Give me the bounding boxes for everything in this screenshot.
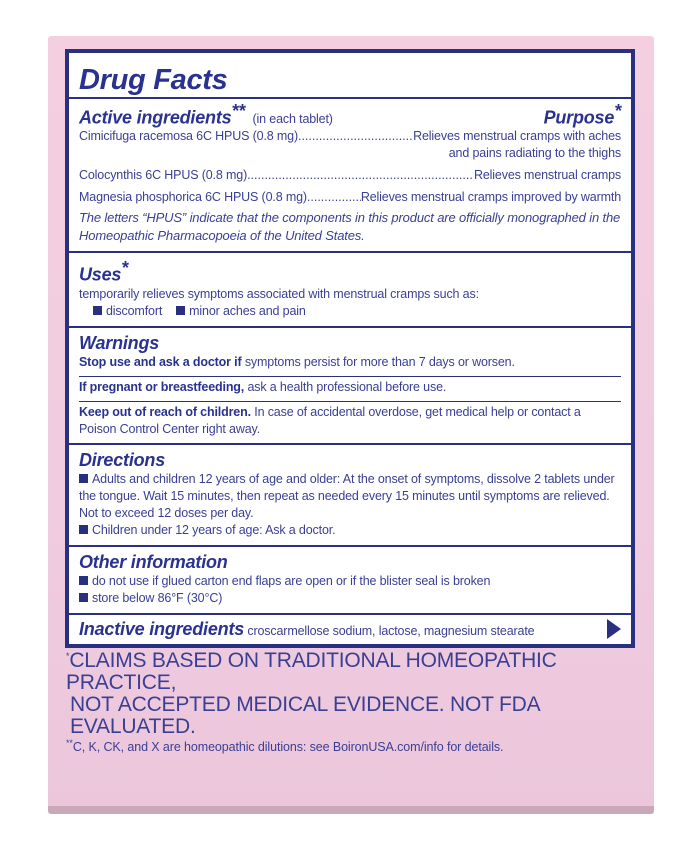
list-item [176, 303, 306, 320]
active-ingredients-section [69, 99, 631, 253]
bullet-square-icon [79, 593, 88, 602]
list-item [79, 590, 621, 607]
purpose-heading: Purpose [543, 107, 615, 128]
ingredient-row [79, 189, 621, 206]
uses-mark: * [121, 258, 129, 279]
other-information-heading: Other information [79, 551, 228, 572]
claims-line-1-text: CLAIMS BASED ON TRADITIONAL HOMEOPATHIC PRACTICE, [66, 649, 557, 694]
bullet-square-icon [176, 306, 185, 315]
bullet-square-icon [79, 576, 88, 585]
uses-text: temporarily relieves symptoms associated with menstrual cramps such as: [79, 286, 479, 301]
ingredient-purpose: Relieves menstrual cramps [474, 168, 621, 183]
warnings-heading: Warnings [79, 332, 160, 353]
warning-pregnant-text: ask a health professional before use. [244, 379, 447, 394]
drug-facts-title-section [69, 53, 631, 99]
warning-stop-use-text: symptoms persist for more than 7 days or worsen. [241, 354, 515, 369]
claims-line-2: NOT ACCEPTED MEDICAL EVIDENCE. NOT FDA EVALUATED. [70, 693, 540, 738]
directions-item: Children under 12 years of age: Ask a doctor. [92, 522, 336, 537]
leader-dots [247, 167, 474, 184]
uses-bullet: discomfort [106, 303, 163, 318]
carton-edge [48, 806, 654, 814]
drug-facts-title: Drug Facts [79, 64, 228, 96]
dilution-note-text: C, K, CK, and X are homeopathic dilutions: see BoironUSA.com/info for details. [72, 740, 504, 754]
bullet-square-icon [79, 474, 88, 483]
other-information-item: store below 86°F (30°C) [92, 590, 223, 605]
ingredient-purpose: Relieves menstrual cramps with aches [413, 129, 621, 144]
ingredient-name: Colocynthis 6C HPUS (0.8 mg) [79, 168, 248, 183]
purpose-mark: * [614, 101, 621, 121]
warning-children [79, 401, 621, 438]
continue-arrow-icon [607, 619, 621, 639]
list-item [93, 303, 162, 320]
ingredient-row [79, 128, 621, 145]
warning-stop-use-bold: Stop use and ask a doctor if [79, 354, 242, 369]
active-ingredients-mark: ** [231, 101, 246, 121]
uses-bullet: minor aches and pain [189, 303, 306, 318]
bullet-square-icon [79, 525, 88, 534]
uses-section [69, 253, 631, 327]
ingredient-row [79, 167, 621, 184]
list-item [79, 471, 621, 522]
leader-dots [307, 189, 361, 206]
inactive-ingredients-heading: Inactive ingredients [79, 618, 245, 639]
warning-pregnant-bold: If pregnant or breastfeeding, [79, 379, 245, 394]
warning-stop-use [79, 354, 621, 373]
active-ingredients-header [79, 99, 621, 128]
other-information-item: do not use if glued carton end flaps are open or if the blister seal is broken [92, 573, 491, 588]
claims-mark: * [66, 651, 70, 661]
active-ingredients-heading: Active ingredients [79, 107, 232, 128]
ingredient-name: Cimicifuga racemosa 6C HPUS (0.8 mg) [79, 129, 298, 144]
warning-children-text: In case of accidental overdose, get medical help or contact a Poison Control Center right away. [79, 404, 581, 436]
claims-block [66, 650, 636, 756]
uses-heading: Uses [79, 264, 122, 285]
other-information-section [69, 547, 631, 615]
leader-dots [298, 128, 413, 145]
drug-facts-panel [65, 49, 635, 648]
list-item [79, 522, 621, 539]
active-ingredients-subheading: (in each tablet) [252, 112, 333, 127]
hpus-note: The letters “HPUS” indicate that the components in this product are officially monographed in the Homeopathic Pharmacopoeia of the United States. [79, 210, 621, 244]
bullet-square-icon [93, 306, 102, 315]
directions-item: Adults and children 12 years of age and older: At the onset of symptoms, dissolve 2 tablets under the tongue. Wait 15 minutes, then repeat as needed every 15 minutes until symptoms are relieved. Not to exceed 12 doses per day. [79, 471, 615, 520]
warning-pregnant [79, 376, 621, 398]
inactive-ingredients-text: croscarmellose sodium, lactose, magnesium stearate [244, 623, 535, 638]
directions-heading: Directions [79, 449, 166, 470]
directions-section [69, 445, 631, 547]
ingredient-purpose-continued: and pains radiating to the thighs [448, 146, 621, 161]
inactive-ingredients-section [69, 615, 631, 644]
claims-line-1 [66, 650, 636, 694]
dilution-note-mark: ** [66, 737, 73, 748]
ingredient-name: Magnesia phosphorica 6C HPUS (0.8 mg) [79, 190, 307, 205]
dilution-note [66, 738, 636, 756]
warning-children-bold: Keep out of reach of children. [79, 404, 251, 419]
warnings-section [69, 328, 631, 445]
ingredient-purpose: Relieves menstrual cramps improved by warmth [360, 190, 621, 205]
list-item [79, 573, 621, 590]
uses-bullet-list [79, 303, 621, 320]
